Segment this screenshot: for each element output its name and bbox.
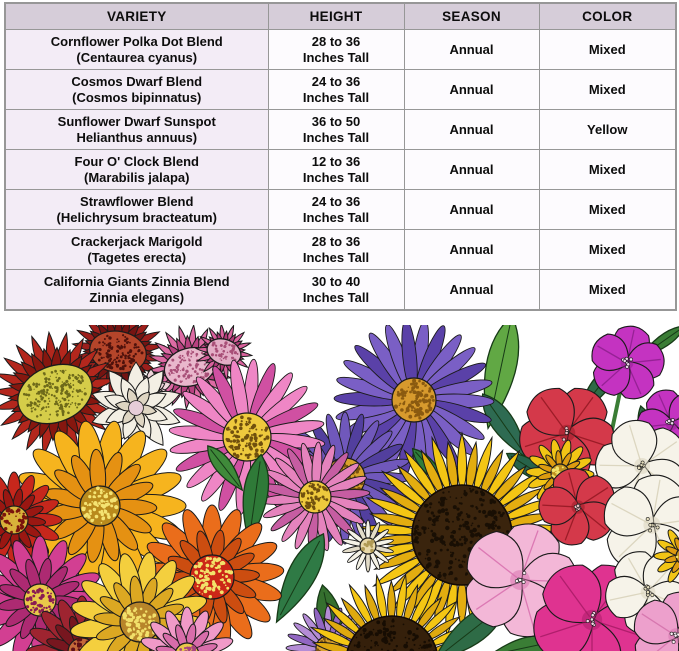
- cell-line: 12 to 36: [311, 153, 361, 169]
- table-body: [5, 30, 676, 311]
- cell-line: Inches Tall: [302, 209, 370, 225]
- cell-line: Sunflower Dwarf Sunspot: [57, 113, 216, 129]
- cell-line: Annual: [449, 81, 494, 97]
- cell-line: Annual: [449, 161, 494, 177]
- cell-line: Cosmos Dwarf Blend: [71, 73, 203, 89]
- table-header-row: [5, 3, 676, 30]
- column-header-height: HEIGHT: [268, 3, 404, 30]
- cell-line: Helianthus annuus): [76, 129, 198, 145]
- season-cell: [404, 150, 539, 190]
- cell-line: Annual: [449, 41, 494, 57]
- cell-line: 24 to 36: [311, 193, 361, 209]
- cell-line: Inches Tall: [302, 49, 370, 65]
- season-cell: [404, 70, 539, 110]
- cell-line: Mixed: [588, 161, 626, 177]
- color-cell: [539, 230, 676, 270]
- cell-line: Annual: [449, 121, 494, 137]
- seed-variety-table: [4, 2, 677, 311]
- flower-bouquet-svg: [0, 325, 679, 651]
- cell-line: Annual: [449, 201, 494, 217]
- height-cell: [268, 150, 404, 190]
- cell-line: Strawflower Blend: [80, 193, 194, 209]
- cell-line: Inches Tall: [302, 89, 370, 105]
- variety-cell: [5, 270, 268, 311]
- height-cell: [268, 70, 404, 110]
- variety-cell: [5, 150, 268, 190]
- cell-line: Inches Tall: [302, 169, 370, 185]
- color-cell: [539, 190, 676, 230]
- table-row-5: [5, 190, 676, 230]
- table-row-7: [5, 270, 676, 311]
- season-cell: [404, 30, 539, 70]
- color-cell: [539, 150, 676, 190]
- season-cell: [404, 110, 539, 150]
- cell-line: Annual: [449, 281, 494, 297]
- table-row-2: [5, 70, 676, 110]
- cell-line: Yellow: [587, 121, 628, 137]
- cell-line: Mixed: [588, 201, 626, 217]
- cell-line: Mixed: [588, 241, 626, 257]
- table-row-6: [5, 230, 676, 270]
- cell-line: 30 to 40: [311, 273, 361, 289]
- cell-line: Inches Tall: [302, 289, 370, 305]
- variety-cell: [5, 190, 268, 230]
- cell-line: (Cosmos bipinnatus): [72, 89, 202, 105]
- column-header-variety: VARIETY: [5, 3, 268, 30]
- column-header-season: SEASON: [404, 3, 539, 30]
- variety-cell: [5, 30, 268, 70]
- cell-line: (Helichrysum bracteatum): [56, 209, 217, 225]
- cell-line: Annual: [449, 241, 494, 257]
- cell-line: 28 to 36: [311, 233, 361, 249]
- table-row-4: [5, 150, 676, 190]
- cell-line: (Marabilis jalapa): [84, 169, 190, 185]
- season-cell: [404, 270, 539, 311]
- cell-line: Inches Tall: [302, 129, 370, 145]
- variety-cell: [5, 70, 268, 110]
- cell-line: Cornflower Polka Dot Blend: [50, 33, 223, 49]
- color-cell: [539, 70, 676, 110]
- variety-cell: [5, 110, 268, 150]
- cell-line: (Tagetes erecta): [87, 249, 187, 265]
- table-row-1: [5, 30, 676, 70]
- cell-line: 28 to 36: [311, 33, 361, 49]
- height-cell: [268, 270, 404, 311]
- color-cell: [539, 30, 676, 70]
- color-cell: [539, 270, 676, 311]
- cell-line: Mixed: [588, 81, 626, 97]
- cell-line: Zinnia elegans): [89, 289, 185, 305]
- height-cell: [268, 110, 404, 150]
- season-cell: [404, 190, 539, 230]
- cell-line: California Giants Zinnia Blend: [43, 273, 230, 289]
- cell-line: (Centaurea cyanus): [76, 49, 198, 65]
- cell-line: 36 to 50: [311, 113, 361, 129]
- table-row-3: [5, 110, 676, 150]
- variety-cell: [5, 230, 268, 270]
- height-cell: [268, 30, 404, 70]
- cell-line: Four O' Clock Blend: [74, 153, 199, 169]
- cell-line: 24 to 36: [311, 73, 361, 89]
- color-cell: [539, 110, 676, 150]
- column-header-color: COLOR: [539, 3, 676, 30]
- cell-line: Mixed: [588, 281, 626, 297]
- cell-line: Crackerjack Marigold: [70, 233, 203, 249]
- height-cell: [268, 190, 404, 230]
- season-cell: [404, 230, 539, 270]
- flower-bouquet-illustration: [0, 325, 679, 651]
- cell-line: Mixed: [588, 41, 626, 57]
- cell-line: Inches Tall: [302, 249, 370, 265]
- height-cell: [268, 230, 404, 270]
